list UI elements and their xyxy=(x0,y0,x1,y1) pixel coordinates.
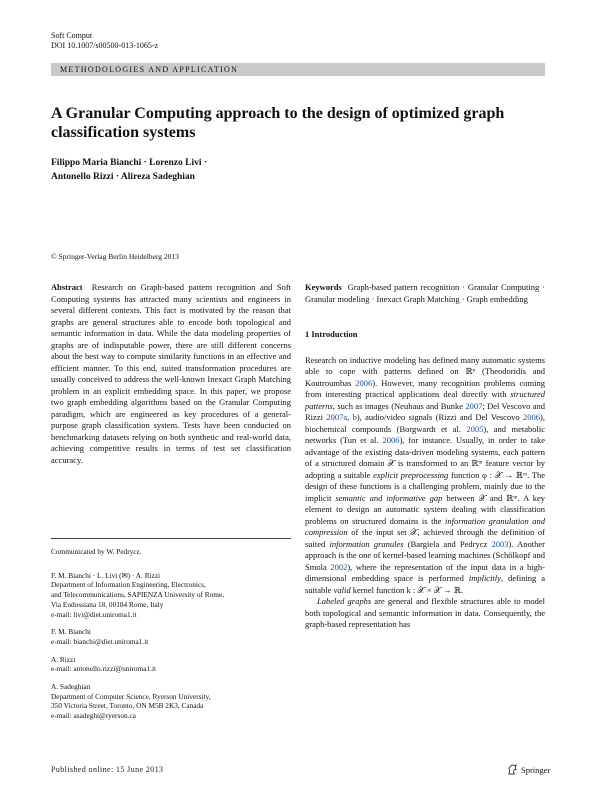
citation-link[interactable]: 2005 xyxy=(466,423,484,434)
citation-link[interactable]: b xyxy=(352,412,357,422)
paper-title: A Granular Computing approach to the design of optimized graph classification systems xyxy=(51,105,505,141)
text-run: , defining a suitable xyxy=(305,573,545,595)
citation-link[interactable]: 2003 xyxy=(491,538,509,549)
affiliation-email[interactable]: e-mail: asadeghi@ryerson.ca xyxy=(51,711,136,721)
affiliation-line: Department of Computer Science, Ryerson University, xyxy=(51,691,211,701)
text-run: ). Another approach is the one of kernel-based learning machines (Schölkopf and Smola xyxy=(305,538,545,572)
author-list xyxy=(51,156,351,184)
emphasis: implicitly xyxy=(468,573,501,583)
affiliation-name: F. M. Bianchi xyxy=(51,627,91,637)
journal-header xyxy=(51,31,158,51)
affiliation-line: and Telecommunications, SAPIENZA University of Rome, xyxy=(51,590,225,600)
text-run: ). However, many recognition problems coming from interesting practical applications deal directly with xyxy=(305,377,545,399)
journal-name: Soft Comput xyxy=(51,31,93,40)
section-heading-introduction: 1 Introduction xyxy=(305,329,358,339)
emphasis: information granules xyxy=(329,538,404,549)
author-line-2: Antonello Rizzi · Alireza Sadeghian xyxy=(51,172,195,182)
emphasis: Labeled graphs xyxy=(317,596,372,606)
citation-link[interactable]: 2002 xyxy=(330,561,348,572)
abstract-text: Research on Graph-based pattern recognition and Soft Computing systems has attracted many scientists and engineers in several different contexts. This fact is motivated by the reason that graphs are general structures able to encode both topological and semantic information in data. While the data modeling properties of graphs are of indisputable power, there are still different concerns about the best way to compute similarity functions in an effective and efficient manner. To this end, suited transformation procedures are usually conceived to address the well-known Inexact Graph Matching problem in an explicit embedding space. In this paper, we propose two graph embedding algorithms based on the Granular Computing paradigm, which are engineered as key procedures of a general-purpose graph classification system. Tests have been conducted on benchmarking datasets relying on both synthetic and real-world data, achieving competitive results in terms of test set classification accuracy. xyxy=(51,282,292,465)
affiliation-entry xyxy=(51,627,291,646)
right-column xyxy=(305,282,545,631)
emphasis: explicit preprocessing xyxy=(373,469,449,480)
section-label: METHODOLOGIES AND APPLICATION xyxy=(51,63,545,76)
affiliation-name: A. Rizzi xyxy=(51,654,76,664)
affiliation-line: Department of Information Engineering, Electronics, xyxy=(51,580,206,590)
text-run: of the input set 𝒳, achieved through the definition of suited xyxy=(305,527,545,549)
text-run: ), biochemical compounds (Borgwardt et al. xyxy=(305,412,545,434)
text-run: Research on inductive modeling has defined many automatic systems able to cope with patterns defined on ℝⁿ (Theodoridis and Koutroumbas xyxy=(305,354,545,388)
text-run: function φ : 𝒳 → ℝᵐ. The design of these functions is a challenging problem, mainly due to the implicit xyxy=(305,469,546,503)
abstract-label: Abstract xyxy=(51,282,83,292)
text-run: ; Del Vescovo and Rizzi xyxy=(305,400,545,422)
published-date: Published online: 15 June 2013 xyxy=(51,765,164,774)
text-run: kernel function k : 𝒳 × 𝒳 → ℝ. xyxy=(350,584,463,595)
text-run: ), where the representation of the input data in a high-dimensional embedding space is performed xyxy=(305,561,545,583)
text-run: ), and metabolic networks (Tun et al. xyxy=(305,423,546,445)
text-run: ), audio/video signals (Rizzi and Del Vescovo xyxy=(356,412,524,422)
intro-paragraph-1 xyxy=(305,355,545,597)
citation-link[interactable]: 2006 xyxy=(523,412,541,422)
affiliation-line: 350 Victoria Street, Toronto, ON M5B 2K3, Canada xyxy=(51,701,204,711)
affiliation-name: F. M. Bianchi · L. Livi (✉) · A. Rizzi xyxy=(51,570,161,580)
affiliation-entry xyxy=(51,682,291,721)
emphasis: information granulation and compression xyxy=(305,515,545,537)
keywords-text: Graph-based pattern recognition · Granular Computing · Granular modeling · Inexact Graph Matching · Graph embedding xyxy=(305,282,546,304)
doi: DOI 10.1007/s00500-013-1065-z xyxy=(51,41,159,50)
citation-link[interactable]: 2007a xyxy=(326,412,348,422)
affiliation-entry xyxy=(51,571,291,620)
emphasis: valid xyxy=(333,584,351,595)
copyright-notice: © Springer-Verlag Berlin Heidelberg 2013 xyxy=(51,252,179,261)
emphasis: structured patterns xyxy=(305,389,545,411)
keywords-label: Keywords xyxy=(305,282,342,292)
emphasis: semantic and informative gap xyxy=(335,492,443,503)
text-run: are general and flexible structures able to model both topological and semantic information in data. Consequently, the graph-based representation has xyxy=(305,596,546,629)
citation-link[interactable]: 2006 xyxy=(382,435,400,445)
intro-paragraph-2 xyxy=(305,596,545,631)
text-run: (Bargiela and Pedrycz xyxy=(403,538,492,549)
affiliation-email[interactable]: e-mail: livi@diet.uniroma1.it xyxy=(51,609,137,619)
text-run: between 𝒳 and ℝᵐ. A key element to design an automatic system dealing with classification problems on structured domains is the xyxy=(305,492,545,526)
citation-link[interactable]: 2006 xyxy=(355,377,373,388)
text-run: , xyxy=(347,412,353,422)
author-affiliations xyxy=(51,538,291,729)
text-run: ), for instance. Usually, in order to take advantage of the existing data-driven modeling systems, each pattern of a structured domain 𝒳 is transformed to an ℝᵐ feature vector by adopting a suitable xyxy=(305,435,546,480)
keywords xyxy=(305,282,545,305)
affiliation-email[interactable]: e-mail: bianchi@diet.uniroma1.it xyxy=(51,636,149,646)
abstract xyxy=(51,282,291,466)
affiliation-name: A. Sadeghian xyxy=(51,682,91,692)
affiliation-line: Via Eudossiana 18, 00184 Rome, Italy xyxy=(51,599,164,609)
communicated-by: Communicated by W. Pedrycz. xyxy=(51,547,142,556)
citation-link[interactable]: 2007 xyxy=(465,400,483,411)
author-line-1: Filippo Maria Bianchi · Lorenzo Livi · xyxy=(51,158,208,168)
affiliation-email[interactable]: e-mail: antonello.rizzi@uniroma1.it xyxy=(51,664,156,674)
publisher-logo xyxy=(507,764,550,775)
publisher-name: Springer xyxy=(521,764,551,775)
text-run: , such as images (Neuhaus and Bunke xyxy=(332,400,466,411)
affiliation-entry xyxy=(51,655,291,674)
springer-horse-icon xyxy=(507,764,518,775)
